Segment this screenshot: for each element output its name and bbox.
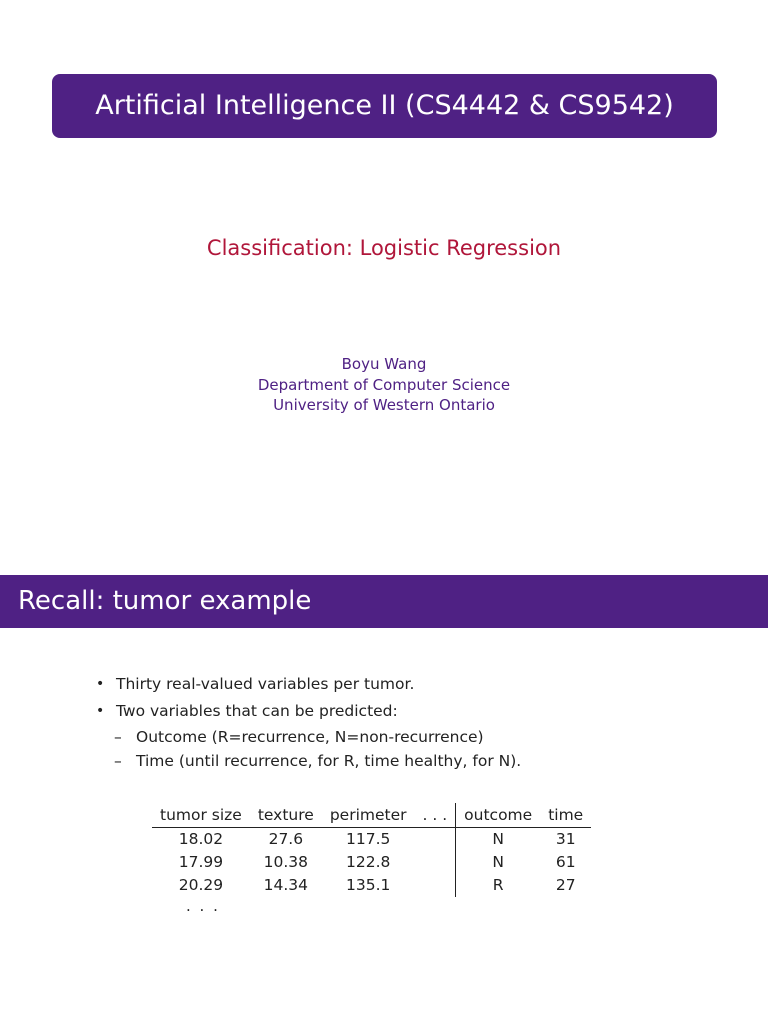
table-cell: 17.99 [178, 853, 224, 871]
bullet-item [96, 699, 521, 726]
university-name: University of Western Ontario [273, 396, 495, 414]
table-header-row [152, 803, 591, 828]
column-header: perimeter [322, 803, 415, 828]
column-header: outcome [456, 803, 541, 828]
dash-icon: – [114, 752, 122, 770]
table-cell [415, 851, 456, 874]
column-header: tumor size [152, 803, 250, 828]
column-header: texture [250, 803, 322, 828]
table-cell: 31 [555, 830, 576, 848]
table-cell: R [492, 876, 504, 894]
bullet-text: Two variables that can be predicted: [116, 702, 398, 720]
bullet-item [96, 672, 521, 699]
column-header: . . . [415, 803, 456, 828]
table-cell [415, 828, 456, 852]
table-cell: 117.5 [345, 830, 391, 848]
table-cell: N [492, 853, 504, 871]
sub-bullet-item [96, 750, 521, 774]
bullet-icon: • [96, 676, 105, 692]
table-cell: 122.8 [345, 853, 391, 871]
presentation-title: Artificial Intelligence II (CS4442 & CS9542) [52, 74, 717, 138]
table-cell: 20.29 [178, 876, 224, 894]
table-cell: 27 [555, 876, 576, 894]
table-row [152, 874, 591, 897]
sub-bullet-text: Outcome (R=recurrence, N=non-recurrence) [136, 728, 484, 746]
slide-header-bar [0, 575, 768, 628]
lecture-subtitle: Classification: Logistic Regression [206, 236, 562, 260]
sub-bullet-text: Time (until recurrence, for R, time healthy, for N). [136, 752, 522, 770]
author-name: Boyu Wang [341, 355, 427, 373]
table-cell: 61 [555, 853, 576, 871]
column-header: time [540, 803, 591, 828]
bullet-text: Thirty real-valued variables per tumor. [116, 675, 415, 693]
sub-bullet-item [96, 726, 521, 750]
table-row [152, 828, 591, 852]
table-cell: 10.38 [263, 853, 309, 871]
slide-title: Recall: tumor example [18, 586, 312, 616]
dash-icon: – [114, 728, 122, 746]
table-row [152, 851, 591, 874]
table-cell: 14.34 [263, 876, 309, 894]
table-continuation: . . . [186, 897, 220, 915]
tumor-data-table [152, 803, 591, 897]
table-cell [415, 874, 456, 897]
table-cell: N [492, 830, 504, 848]
department-name: Department of Computer Science [257, 375, 511, 394]
table-cell: 27.6 [268, 830, 304, 848]
table-cell: 135.1 [345, 876, 391, 894]
table-cell: 18.02 [178, 830, 224, 848]
bullet-list [96, 672, 521, 774]
author-block [0, 354, 768, 416]
bullet-icon: • [96, 703, 105, 719]
